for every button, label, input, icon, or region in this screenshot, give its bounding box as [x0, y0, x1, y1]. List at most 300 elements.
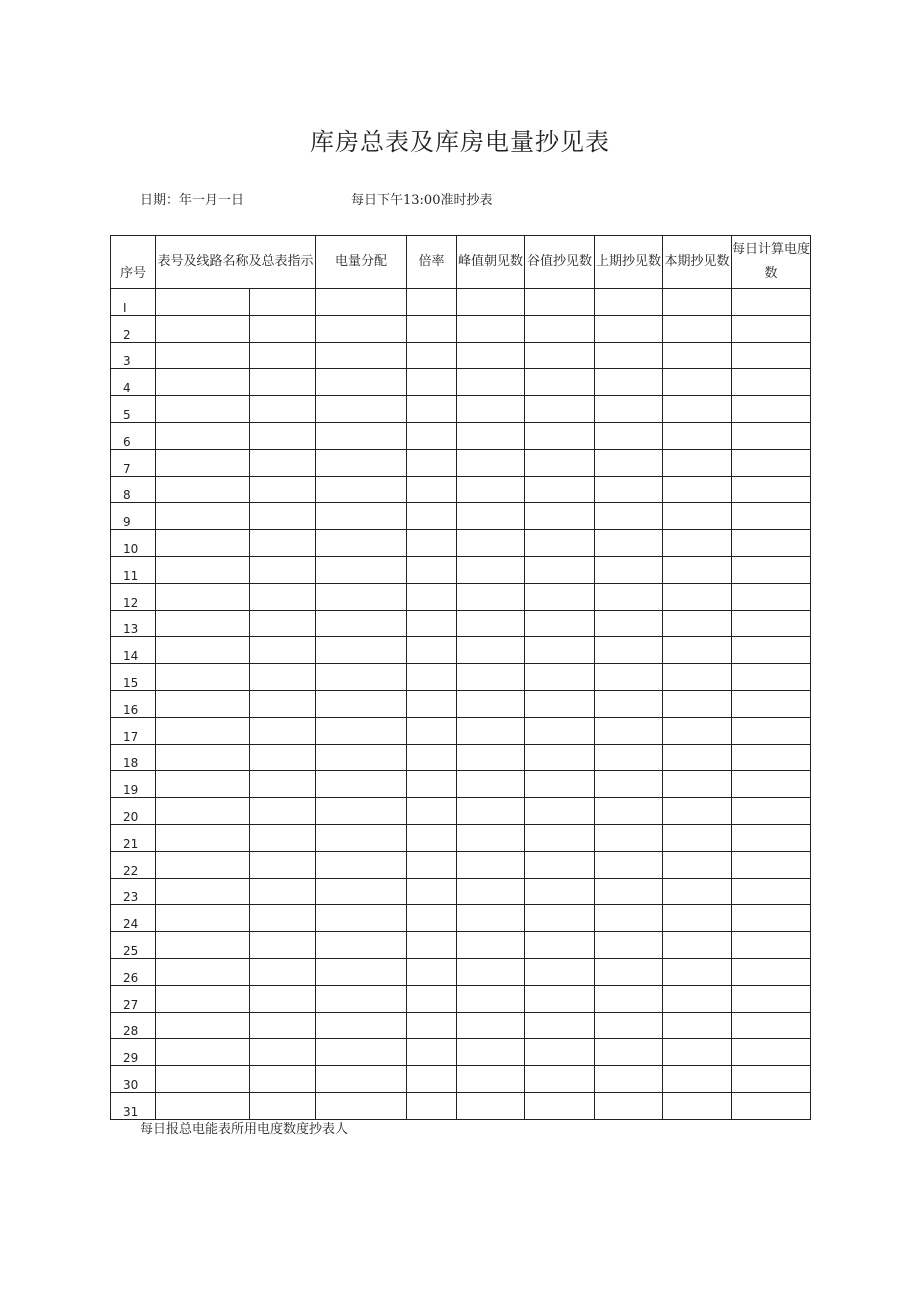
- table-cell[interactable]: [595, 530, 663, 557]
- table-cell[interactable]: [250, 1012, 316, 1039]
- date-label: 日期：年一月一日: [140, 193, 245, 208]
- table-cell[interactable]: [732, 664, 811, 691]
- table-cell[interactable]: [156, 932, 250, 959]
- table-cell[interactable]: [732, 422, 811, 449]
- table-cell[interactable]: [316, 1092, 407, 1119]
- table-cell[interactable]: [156, 1012, 250, 1039]
- table-cell[interactable]: [457, 342, 525, 369]
- table-cell[interactable]: [457, 905, 525, 932]
- table-cell[interactable]: [407, 985, 457, 1012]
- table-cell[interactable]: [316, 1012, 407, 1039]
- table-cell[interactable]: [457, 958, 525, 985]
- table-cell[interactable]: [663, 610, 732, 637]
- table-cell[interactable]: [663, 396, 732, 423]
- table-cell[interactable]: [457, 985, 525, 1012]
- table-cell[interactable]: [407, 690, 457, 717]
- table-cell[interactable]: [316, 422, 407, 449]
- table-cell[interactable]: [316, 1039, 407, 1066]
- table-cell[interactable]: [595, 690, 663, 717]
- table-cell[interactable]: [316, 449, 407, 476]
- table-cell[interactable]: [156, 369, 250, 396]
- table-cell[interactable]: [732, 315, 811, 342]
- row-seq: 12: [111, 583, 156, 610]
- table-cell[interactable]: [663, 771, 732, 798]
- table-cell[interactable]: [457, 690, 525, 717]
- table-cell[interactable]: [156, 342, 250, 369]
- table-cell[interactable]: [250, 503, 316, 530]
- table-cell[interactable]: [525, 503, 595, 530]
- table-cell[interactable]: [457, 610, 525, 637]
- table-cell[interactable]: [156, 905, 250, 932]
- table-cell[interactable]: [156, 851, 250, 878]
- table-row: [111, 798, 811, 825]
- table-cell[interactable]: [316, 824, 407, 851]
- table-cell[interactable]: [156, 1039, 250, 1066]
- table-cell[interactable]: [156, 315, 250, 342]
- table-cell[interactable]: [595, 717, 663, 744]
- table-cell[interactable]: [156, 583, 250, 610]
- table-cell[interactable]: [457, 422, 525, 449]
- table-cell[interactable]: [457, 717, 525, 744]
- table-cell[interactable]: [156, 610, 250, 637]
- table-cell[interactable]: [663, 637, 732, 664]
- table-cell[interactable]: [250, 556, 316, 583]
- table-cell[interactable]: [663, 905, 732, 932]
- table-cell[interactable]: [732, 530, 811, 557]
- table-cell[interactable]: [732, 905, 811, 932]
- table-cell[interactable]: [407, 1012, 457, 1039]
- table-cell[interactable]: [732, 289, 811, 316]
- table-cell[interactable]: [156, 396, 250, 423]
- table-cell[interactable]: [595, 396, 663, 423]
- table-cell[interactable]: [457, 556, 525, 583]
- table-cell[interactable]: [595, 985, 663, 1012]
- table-cell[interactable]: [525, 798, 595, 825]
- table-cell[interactable]: [156, 449, 250, 476]
- table-cell[interactable]: [663, 717, 732, 744]
- table-cell[interactable]: [595, 1066, 663, 1093]
- table-cell[interactable]: [407, 905, 457, 932]
- table-cell[interactable]: [595, 556, 663, 583]
- table-cell[interactable]: [525, 315, 595, 342]
- table-cell[interactable]: [156, 771, 250, 798]
- table-cell[interactable]: [732, 369, 811, 396]
- table-cell[interactable]: [525, 1012, 595, 1039]
- table-cell[interactable]: [156, 717, 250, 744]
- table-cell[interactable]: [250, 369, 316, 396]
- table-cell[interactable]: [663, 1039, 732, 1066]
- table-cell[interactable]: [156, 798, 250, 825]
- table-cell[interactable]: [250, 1066, 316, 1093]
- table-cell[interactable]: [156, 664, 250, 691]
- table-cell[interactable]: [457, 583, 525, 610]
- table-cell[interactable]: [457, 851, 525, 878]
- table-cell[interactable]: [732, 503, 811, 530]
- table-cell[interactable]: [525, 771, 595, 798]
- table-cell[interactable]: [595, 824, 663, 851]
- table-cell[interactable]: [663, 530, 732, 557]
- table-cell[interactable]: [250, 422, 316, 449]
- table-cell[interactable]: [250, 932, 316, 959]
- table-cell[interactable]: [316, 717, 407, 744]
- table-cell[interactable]: [407, 422, 457, 449]
- table-cell[interactable]: [316, 664, 407, 691]
- table-cell[interactable]: [595, 315, 663, 342]
- table-cell[interactable]: [156, 289, 250, 316]
- table-cell[interactable]: [457, 932, 525, 959]
- table-cell[interactable]: [250, 798, 316, 825]
- table-cell[interactable]: [407, 664, 457, 691]
- table-cell[interactable]: [316, 690, 407, 717]
- table-cell[interactable]: [595, 637, 663, 664]
- table-cell[interactable]: [407, 1092, 457, 1119]
- table-cell[interactable]: [407, 342, 457, 369]
- table-cell[interactable]: [732, 878, 811, 905]
- table-cell[interactable]: [316, 985, 407, 1012]
- table-cell[interactable]: [525, 932, 595, 959]
- table-cell[interactable]: [156, 530, 250, 557]
- table-cell[interactable]: [732, 449, 811, 476]
- table-cell[interactable]: [525, 1039, 595, 1066]
- table-cell[interactable]: [156, 744, 250, 771]
- table-cell[interactable]: [250, 985, 316, 1012]
- table-cell[interactable]: [525, 530, 595, 557]
- table-cell[interactable]: [457, 1012, 525, 1039]
- table-cell[interactable]: [525, 824, 595, 851]
- table-cell[interactable]: [156, 824, 250, 851]
- table-cell[interactable]: [250, 530, 316, 557]
- table-cell[interactable]: [595, 905, 663, 932]
- table-cell[interactable]: [407, 798, 457, 825]
- table-cell[interactable]: [663, 690, 732, 717]
- table-cell[interactable]: [250, 396, 316, 423]
- table-cell[interactable]: [732, 610, 811, 637]
- table-cell[interactable]: [457, 1092, 525, 1119]
- table-cell[interactable]: [250, 1092, 316, 1119]
- table-cell[interactable]: [407, 851, 457, 878]
- table-cell[interactable]: [457, 1066, 525, 1093]
- table-cell[interactable]: [316, 771, 407, 798]
- table-cell[interactable]: [595, 476, 663, 503]
- table-cell[interactable]: [250, 610, 316, 637]
- table-cell[interactable]: [457, 798, 525, 825]
- table-cell[interactable]: [316, 958, 407, 985]
- table-cell[interactable]: [407, 717, 457, 744]
- table-cell[interactable]: [407, 1066, 457, 1093]
- table-cell[interactable]: [316, 798, 407, 825]
- table-cell[interactable]: [732, 342, 811, 369]
- table-cell[interactable]: [663, 878, 732, 905]
- table-cell[interactable]: [663, 315, 732, 342]
- table-cell[interactable]: [250, 690, 316, 717]
- table-cell[interactable]: [457, 369, 525, 396]
- table-cell[interactable]: [156, 503, 250, 530]
- table-cell[interactable]: [316, 1066, 407, 1093]
- table-cell[interactable]: [407, 610, 457, 637]
- table-cell[interactable]: [525, 396, 595, 423]
- table-cell[interactable]: [732, 851, 811, 878]
- table-cell[interactable]: [663, 932, 732, 959]
- table-cell[interactable]: [316, 289, 407, 316]
- table-cell[interactable]: [595, 664, 663, 691]
- table-cell[interactable]: [525, 1092, 595, 1119]
- table-row: [111, 1066, 811, 1093]
- table-cell[interactable]: [457, 824, 525, 851]
- table-cell[interactable]: [250, 744, 316, 771]
- table-cell[interactable]: [250, 1039, 316, 1066]
- table-cell[interactable]: [156, 690, 250, 717]
- table-cell[interactable]: [732, 744, 811, 771]
- table-cell[interactable]: [407, 556, 457, 583]
- table-cell[interactable]: [732, 771, 811, 798]
- table-cell[interactable]: [316, 905, 407, 932]
- table-cell[interactable]: [525, 958, 595, 985]
- table-cell[interactable]: [663, 289, 732, 316]
- table-cell[interactable]: [250, 824, 316, 851]
- table-cell[interactable]: [156, 1066, 250, 1093]
- table-cell[interactable]: [732, 556, 811, 583]
- header-seq: 序号: [111, 236, 156, 289]
- table-cell[interactable]: [407, 530, 457, 557]
- table-body: [111, 289, 811, 1120]
- table-cell[interactable]: [732, 824, 811, 851]
- table-cell[interactable]: [732, 1012, 811, 1039]
- table-cell[interactable]: [663, 583, 732, 610]
- meter-reading-table: [110, 235, 811, 1120]
- table-cell[interactable]: [732, 932, 811, 959]
- table-cell[interactable]: [525, 637, 595, 664]
- table-cell[interactable]: [316, 610, 407, 637]
- table-cell[interactable]: [250, 583, 316, 610]
- table-cell[interactable]: [663, 798, 732, 825]
- table-cell[interactable]: [407, 369, 457, 396]
- table-cell[interactable]: [316, 932, 407, 959]
- table-cell[interactable]: [732, 690, 811, 717]
- table-cell[interactable]: [663, 958, 732, 985]
- table-cell[interactable]: [663, 664, 732, 691]
- table-cell[interactable]: [250, 315, 316, 342]
- table-cell[interactable]: [525, 664, 595, 691]
- table-cell[interactable]: [732, 583, 811, 610]
- table-cell[interactable]: [595, 1092, 663, 1119]
- row-seq: 18: [111, 744, 156, 771]
- table-cell[interactable]: [457, 476, 525, 503]
- table-cell[interactable]: [407, 824, 457, 851]
- table-cell[interactable]: [525, 851, 595, 878]
- table-cell[interactable]: [316, 583, 407, 610]
- table-cell[interactable]: [525, 449, 595, 476]
- table-cell[interactable]: [663, 985, 732, 1012]
- table-cell[interactable]: [732, 1092, 811, 1119]
- table-cell[interactable]: [663, 744, 732, 771]
- table-cell[interactable]: [316, 744, 407, 771]
- table-cell[interactable]: [595, 369, 663, 396]
- table-cell[interactable]: [407, 958, 457, 985]
- table-cell[interactable]: [457, 289, 525, 316]
- table-cell[interactable]: [156, 1092, 250, 1119]
- table-cell[interactable]: [457, 878, 525, 905]
- table-cell[interactable]: [525, 717, 595, 744]
- table-cell[interactable]: [595, 583, 663, 610]
- table-cell[interactable]: [525, 476, 595, 503]
- table-cell[interactable]: [663, 503, 732, 530]
- table-cell[interactable]: [663, 449, 732, 476]
- table-cell[interactable]: [663, 556, 732, 583]
- table-cell[interactable]: [156, 556, 250, 583]
- table-cell[interactable]: [316, 878, 407, 905]
- schedule-note: 每日下午13:00准时抄表: [351, 193, 493, 208]
- table-cell[interactable]: [407, 503, 457, 530]
- table-cell[interactable]: [525, 744, 595, 771]
- table-cell[interactable]: [663, 824, 732, 851]
- table-cell[interactable]: [732, 476, 811, 503]
- table-cell[interactable]: [316, 556, 407, 583]
- table-cell[interactable]: [525, 583, 595, 610]
- table-cell[interactable]: [595, 851, 663, 878]
- table-cell[interactable]: [250, 289, 316, 316]
- table-cell[interactable]: [250, 637, 316, 664]
- table-cell[interactable]: [457, 449, 525, 476]
- table-cell[interactable]: [407, 878, 457, 905]
- table-cell[interactable]: [525, 422, 595, 449]
- table-cell[interactable]: [457, 771, 525, 798]
- row-seq: 3: [111, 342, 156, 369]
- table-cell[interactable]: [525, 878, 595, 905]
- table-cell[interactable]: [595, 744, 663, 771]
- table-cell[interactable]: [407, 744, 457, 771]
- table-cell[interactable]: [663, 851, 732, 878]
- table-cell[interactable]: [663, 369, 732, 396]
- table-cell[interactable]: [457, 744, 525, 771]
- table-cell[interactable]: [525, 610, 595, 637]
- table-cell[interactable]: [663, 1012, 732, 1039]
- table-cell[interactable]: [595, 1012, 663, 1039]
- table-cell[interactable]: [250, 664, 316, 691]
- table-cell[interactable]: [525, 905, 595, 932]
- table-cell[interactable]: [250, 476, 316, 503]
- table-cell[interactable]: [732, 396, 811, 423]
- table-cell[interactable]: [525, 556, 595, 583]
- table-cell[interactable]: [156, 878, 250, 905]
- table-cell[interactable]: [407, 932, 457, 959]
- table-cell[interactable]: [595, 958, 663, 985]
- table-cell[interactable]: [250, 905, 316, 932]
- table-cell[interactable]: [732, 1066, 811, 1093]
- table-row: [111, 315, 811, 342]
- row-seq: 14: [111, 637, 156, 664]
- table-cell[interactable]: [250, 449, 316, 476]
- table-cell[interactable]: [595, 798, 663, 825]
- table-cell[interactable]: [250, 851, 316, 878]
- table-cell[interactable]: [595, 289, 663, 316]
- table-cell[interactable]: [250, 717, 316, 744]
- table-cell[interactable]: [407, 289, 457, 316]
- table-cell[interactable]: [457, 530, 525, 557]
- table-cell[interactable]: [156, 422, 250, 449]
- table-cell[interactable]: [595, 503, 663, 530]
- table-cell[interactable]: [525, 690, 595, 717]
- table-cell[interactable]: [407, 771, 457, 798]
- table-cell[interactable]: [595, 449, 663, 476]
- table-cell[interactable]: [732, 958, 811, 985]
- table-cell[interactable]: [316, 476, 407, 503]
- table-cell[interactable]: [595, 771, 663, 798]
- table-cell[interactable]: [525, 1066, 595, 1093]
- table-cell[interactable]: [457, 1039, 525, 1066]
- table-cell[interactable]: [525, 985, 595, 1012]
- table-cell[interactable]: [663, 342, 732, 369]
- table-cell[interactable]: [595, 932, 663, 959]
- table-row: [111, 503, 811, 530]
- table-cell[interactable]: [732, 798, 811, 825]
- table-cell[interactable]: [525, 342, 595, 369]
- table-cell[interactable]: [407, 315, 457, 342]
- table-cell[interactable]: [525, 289, 595, 316]
- table-cell[interactable]: [457, 315, 525, 342]
- table-cell[interactable]: [525, 369, 595, 396]
- table-cell[interactable]: [407, 476, 457, 503]
- table-cell[interactable]: [316, 503, 407, 530]
- table-cell[interactable]: [250, 958, 316, 985]
- table-cell[interactable]: [457, 664, 525, 691]
- table-cell[interactable]: [316, 342, 407, 369]
- table-cell[interactable]: [663, 422, 732, 449]
- row-seq: 27: [111, 985, 156, 1012]
- header-meter-line: 表号及线路名称及总表指示: [156, 236, 316, 289]
- table-cell[interactable]: [663, 1092, 732, 1119]
- table-cell[interactable]: [407, 637, 457, 664]
- table-cell[interactable]: [156, 637, 250, 664]
- table-cell[interactable]: [407, 449, 457, 476]
- table-cell[interactable]: [732, 717, 811, 744]
- table-cell[interactable]: [316, 530, 407, 557]
- table-cell[interactable]: [732, 1039, 811, 1066]
- table-cell[interactable]: [407, 583, 457, 610]
- table-cell[interactable]: [250, 342, 316, 369]
- table-cell[interactable]: [732, 985, 811, 1012]
- table-cell[interactable]: [250, 878, 316, 905]
- table-cell[interactable]: [407, 1039, 457, 1066]
- table-cell[interactable]: [316, 851, 407, 878]
- table-row: [111, 985, 811, 1012]
- table-cell[interactable]: [250, 771, 316, 798]
- table-cell[interactable]: [316, 637, 407, 664]
- table-cell[interactable]: [316, 369, 407, 396]
- row-seq: 31: [111, 1092, 156, 1119]
- row-seq: 28: [111, 1012, 156, 1039]
- table-cell[interactable]: [732, 637, 811, 664]
- table-cell[interactable]: [316, 396, 407, 423]
- table-cell[interactable]: [663, 476, 732, 503]
- table-cell[interactable]: [595, 610, 663, 637]
- table-cell[interactable]: [457, 637, 525, 664]
- table-cell[interactable]: [663, 1066, 732, 1093]
- table-cell[interactable]: [457, 396, 525, 423]
- table-cell[interactable]: [316, 315, 407, 342]
- table-cell[interactable]: [156, 476, 250, 503]
- table-cell[interactable]: [595, 422, 663, 449]
- table-row: [111, 369, 811, 396]
- table-cell[interactable]: [457, 503, 525, 530]
- table-cell[interactable]: [595, 1039, 663, 1066]
- table-row: [111, 824, 811, 851]
- table-row: [111, 396, 811, 423]
- table-cell[interactable]: [595, 342, 663, 369]
- table-cell[interactable]: [407, 396, 457, 423]
- table-cell[interactable]: [595, 878, 663, 905]
- table-cell[interactable]: [156, 985, 250, 1012]
- table-cell[interactable]: [156, 958, 250, 985]
